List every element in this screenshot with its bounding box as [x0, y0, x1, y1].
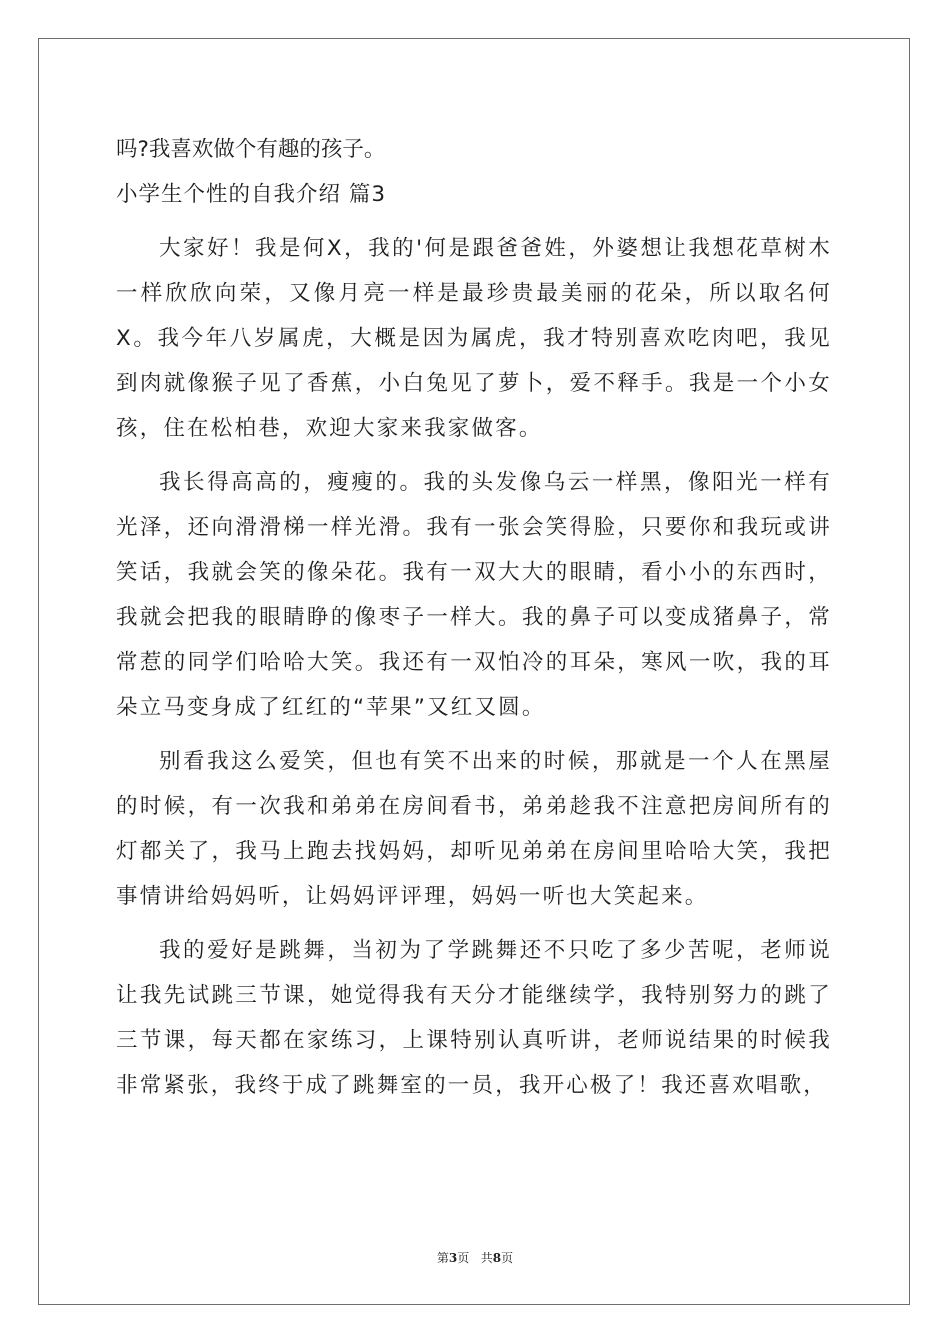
page-footer — [0, 1249, 950, 1266]
document-body — [116, 127, 832, 1108]
continuation-line: 吗?我喜欢做个有趣的孩子。 — [116, 137, 386, 162]
paragraph-4: 我的爱好是跳舞，当初为了学跳舞还不只吃了多少苦呢，老师说让我先试跳三节课，她觉得我有天分才能继续学，我特别努力的跳了三节课，每天都在家练习，上课特别认真听讲，老师说结果的时候我非常紧张，我终于成了跳舞室的一员，我开心极了！我还喜欢唱歌， — [116, 938, 832, 1098]
footer-total-suffix: 页 — [501, 1251, 514, 1265]
paragraph-3: 别看我这么爱笑，但也有笑不出来的时候，那就是一个人在黑屋的时候，有一次我和弟弟在房间看书，弟弟趁我不注意把房间所有的灯都关了，我马上跑去找妈妈，却听见弟弟在房间里哈哈大笑，我把事情讲给妈妈听，让妈妈评评理，妈妈一听也大笑起来。 — [116, 749, 832, 909]
paragraph-2: 我长得高高的，瘦瘦的。我的头发像乌云一样黑，像阳光一样有光泽，还向滑滑梯一样光滑。我有一张会笑得脸，只要你和我玩或讲笑话，我就会笑的像朵花。我有一双大大的眼睛，看小小的东西时，我就会把我的眼睛睁的像枣子一样大。我的鼻子可以变成猪鼻子，常常惹的同学们哈哈大笑。我还有一双怕冷的耳朵，寒风一吹，我的耳朵立马变身成了红红的“苹果”又红又圆。 — [116, 470, 832, 720]
section-title: 小学生个性的自我介绍 篇3 — [116, 182, 387, 207]
footer-page-number: 3 — [448, 1251, 458, 1265]
footer-prefix: 第 — [436, 1251, 449, 1265]
footer-total-prefix: 共 — [480, 1251, 493, 1265]
footer-total-pages: 8 — [492, 1251, 502, 1265]
paragraph-1: 大家好！我是何X，我的'何是跟爸爸姓，外婆想让我想花草树木一样欣欣向荣，又像月亮一样是最珍贵最美丽的花朵，所以取名何X。我今年八岁属虎，大概是因为属虎，我才特别喜欢吃肉吧，我见到肉就像猴子见了香蕉，小白兔见了萝卜，爱不释手。我是一个小女孩，住在松柏巷，欢迎大家来我家做客。 — [116, 236, 832, 441]
footer-page-suffix: 页 — [457, 1251, 470, 1265]
